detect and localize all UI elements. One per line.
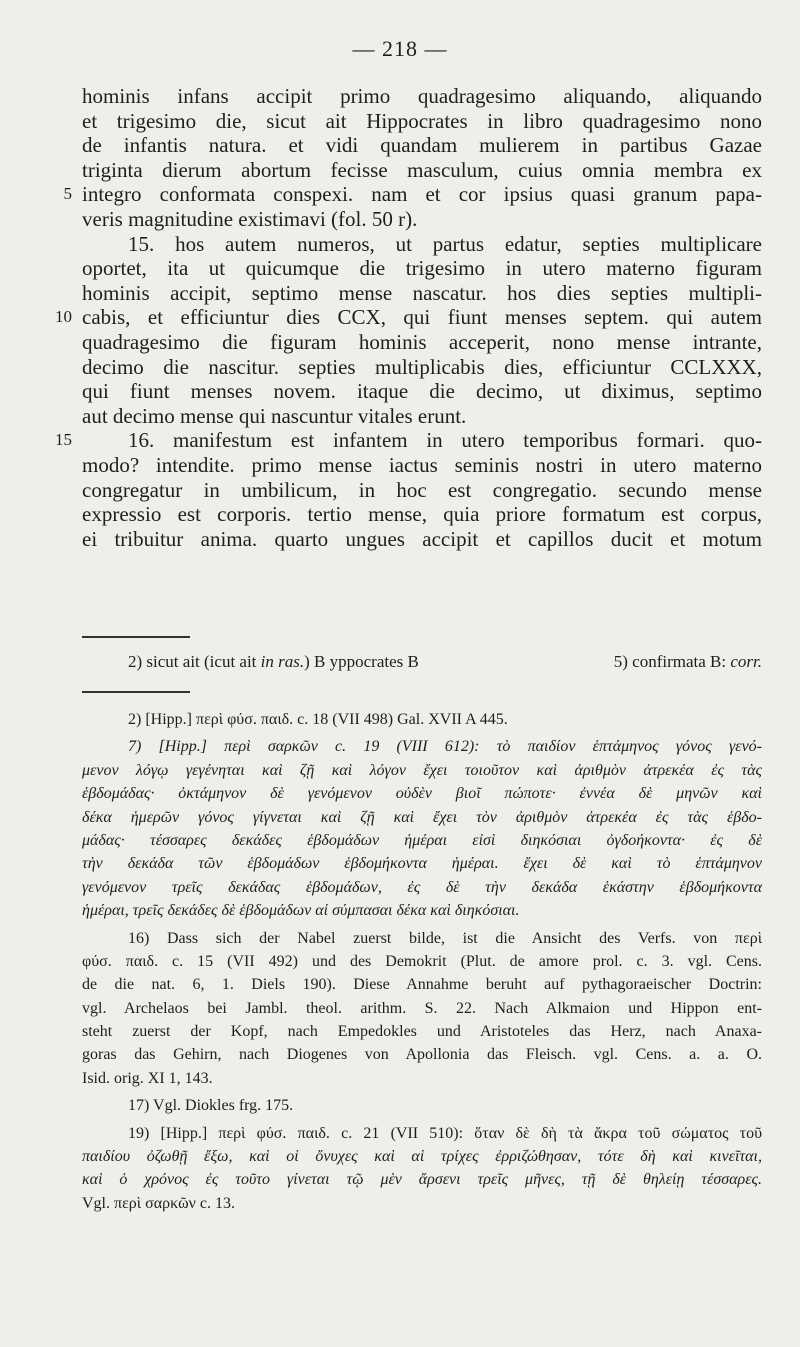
line-text: veris magnitudine existimavi (fol. 50 r). [82,206,418,231]
main-text [55,84,762,551]
text-line [82,256,762,281]
notes-rule [82,691,190,693]
note-line: 16) Dass sich der Nabel zuerst bilde, ist die Ansicht des Verfs. von περὶ [128,929,762,947]
text-line [82,133,762,158]
note-line: ἑβδομάδας· ὀκτάμηνον δὲ γενόμενον οὐδὲν βιοῖ πώποτε· ἐννέα δὲ μηνῶν καὶ [82,785,762,803]
line-text: de infantis natura. et vidi quandam mulierem in partibus Gazae [82,133,762,158]
text-line [55,305,762,330]
note-line: δέκα ἡμερῶν γόνος γίγνεται καὶ ζῇ καὶ ἔχει τὸν ἀριθμὸν ἀτρεκέα ἐς τὰς ἑβδο- [82,808,762,826]
line-text: modo? intendite. primo mense iactus seminis nostri in utero materno [82,452,762,477]
apparatus-italic: corr. [730,652,762,671]
note-line: 7) [Hipp.] περὶ σαρκῶν c. 19 (VIII 612): τὸ παιδίον ἑπτάμηνος γόνος γενό- [128,738,762,756]
line-text: ei tribuitur anima. quarto ungues accipit et capillos ducit et motum [82,526,762,551]
apparatus-text: 2) sicut ait (icut ait [128,652,261,671]
note-line: φύσ. παιδ. c. 15 (VII 492) und des Demokrit (Plut. de amore prol. c. 3. vgl. Cens. [82,952,762,970]
note-line: Vgl. περὶ σαρκῶν c. 13. [82,1194,236,1212]
note-line: de die nat. 6, 1. Diels 190). Diese Annahme beruht auf pythagoraeischer Doctrin: [82,976,762,994]
line-text: triginta dierum abortum fecisse masculum, cuius omnia membra ex [82,157,762,182]
text-line [82,355,762,380]
text-line [82,158,762,183]
line-text: expressio est corporis. tertio mense, quia priore formatum est corpus, [82,502,762,527]
text-line [82,109,762,134]
note-line: 19) [Hipp.] περὶ φύσ. παιδ. c. 21 (VII 510): ὅταν δὲ δὴ τὰ ἄκρα τοῦ σώματος τοῦ [128,1124,762,1142]
text-line [82,84,762,109]
text-line [82,404,762,429]
line-text: oportet, ita ut quicumque die trigesimo in utero materno figuram [82,256,762,281]
apparatus-text: ) B yppocrates B [304,652,419,671]
line-text: qui fiunt menses novem. itaque die decimo, ut diximus, septimo [82,379,762,404]
apparatus-text: 5) confirmata B: [613,652,731,671]
line-number: 10 [55,307,72,327]
line-text: 16. manifestum est infantem in utero temporibus formari. quo- [128,428,762,453]
note-line: vgl. Archelaos bei Jambl. theol. arithm. S. 22. Nach Alkmaion und Hippon ent- [82,999,762,1017]
text-line [82,232,762,257]
text-line [82,527,762,552]
text-line [82,330,762,355]
note-line: ἡμέραι, τρεῖς δεκάδες δὲ ἑβδομάδων αἱ σύμπασαι δέκα καὶ διηκόσιαι. [82,902,520,920]
text-line [82,379,762,404]
text-line [82,502,762,527]
note-line: παιδίου ὀζωθῇ ἔξω, καὶ οἱ ὄνυχες καὶ αἱ τρίχες ἐρριζώθησαν, τότε δὴ καὶ κινεῖται, [82,1148,762,1166]
line-number: 15 [55,430,72,450]
note-line: καὶ ὁ χρόνος ἐς τοῦτο γίνεται τῷ μὲν ἄρσενι τρεῖς μῆνες, τῇ δὲ θηλείῃ τέσσαρες. [82,1171,762,1189]
critical-apparatus [128,652,762,672]
note-line: goras das Gehirn, nach Diogenes von Apollonia das Fleisch. vgl. Cens. a. a. O. [82,1046,762,1064]
text-line [63,182,762,207]
note-line: μάδας· τέσσαρες δεκάδες ἑβδομάδων ἡμέραι εἰσὶ διηκόσιαι ὀγδοήκοντα· ἐς δὲ [82,831,762,849]
line-text: decimo die nascitur. septies multiplicabis dies, efficiuntur CCLXXX, [82,354,762,379]
line-text: hominis infans accipit primo quadragesimo aliquando, aliquando [82,84,762,108]
line-text: quadragesimo die figuram hominis acceperit, nono mense intrante, [82,329,762,354]
apparatus-note-5 [614,652,762,672]
line-text: integro conformata conspexi. nam et cor ipsius quasi granum papa- [82,182,762,207]
page-number: — 218 — [352,36,448,61]
text-line [82,281,762,306]
line-text: 15. hos autem numeros, ut partus edatur, septies multiplicare [128,231,762,256]
line-number: 5 [63,184,72,204]
line-text: et trigesimo die, sicut ait Hippocrates in libro quadragesimo nono [82,108,762,133]
line-text: aut decimo mense qui nascuntur vitales erunt. [82,403,467,428]
text-line [82,453,762,478]
line-text: cabis, et efficiuntur dies CCX, qui fiunt menses septem. qui autem [82,305,762,330]
apparatus-note-2 [128,652,419,672]
note-line: Isid. orig. XI 1, 143. [82,1069,213,1087]
commentary-notes [82,708,762,1215]
note-line: 17) Vgl. Diokles frg. 175. [128,1097,294,1115]
text-line [82,478,762,503]
apparatus-rule [82,636,190,638]
line-text: hominis accipit, septimo mense nascatur. hos dies septies multipli- [82,280,762,305]
note-line: 2) [Hipp.] περὶ φύσ. παιδ. c. 18 (VII 498) Gal. XVII A 445. [128,711,508,728]
note-line: μενον λόγῳ γεγένηται καὶ ζῇ καὶ λόγον ἔχει τοιοῦτον καὶ ἀριθμὸν ἀτρεκέα ἐς τὰς [82,761,762,779]
text-line [55,428,762,453]
apparatus-italic: in ras. [260,652,305,671]
text-line [82,207,762,232]
note-line: γενόμενον τρεῖς δεκάδας ἑβδομάδων, ἐς δὲ τὴν δεκάδα ἑκάστην ἑβδομήκοντα [82,878,762,896]
note-line: τὴν δεκάδα τῶν ἑβδομάδων ἑβδομήκοντα ἡμέραι. ἔχει δὲ καὶ τὸ ἑπτάμηνον [82,855,762,873]
note-line: steht zuerst der Kopf, nach Empedokles und Aristoteles das Herz, nach Anaxa- [82,1023,762,1041]
line-text: congregatur in umbilicum, in hoc est congregatio. secundo mense [82,477,762,502]
